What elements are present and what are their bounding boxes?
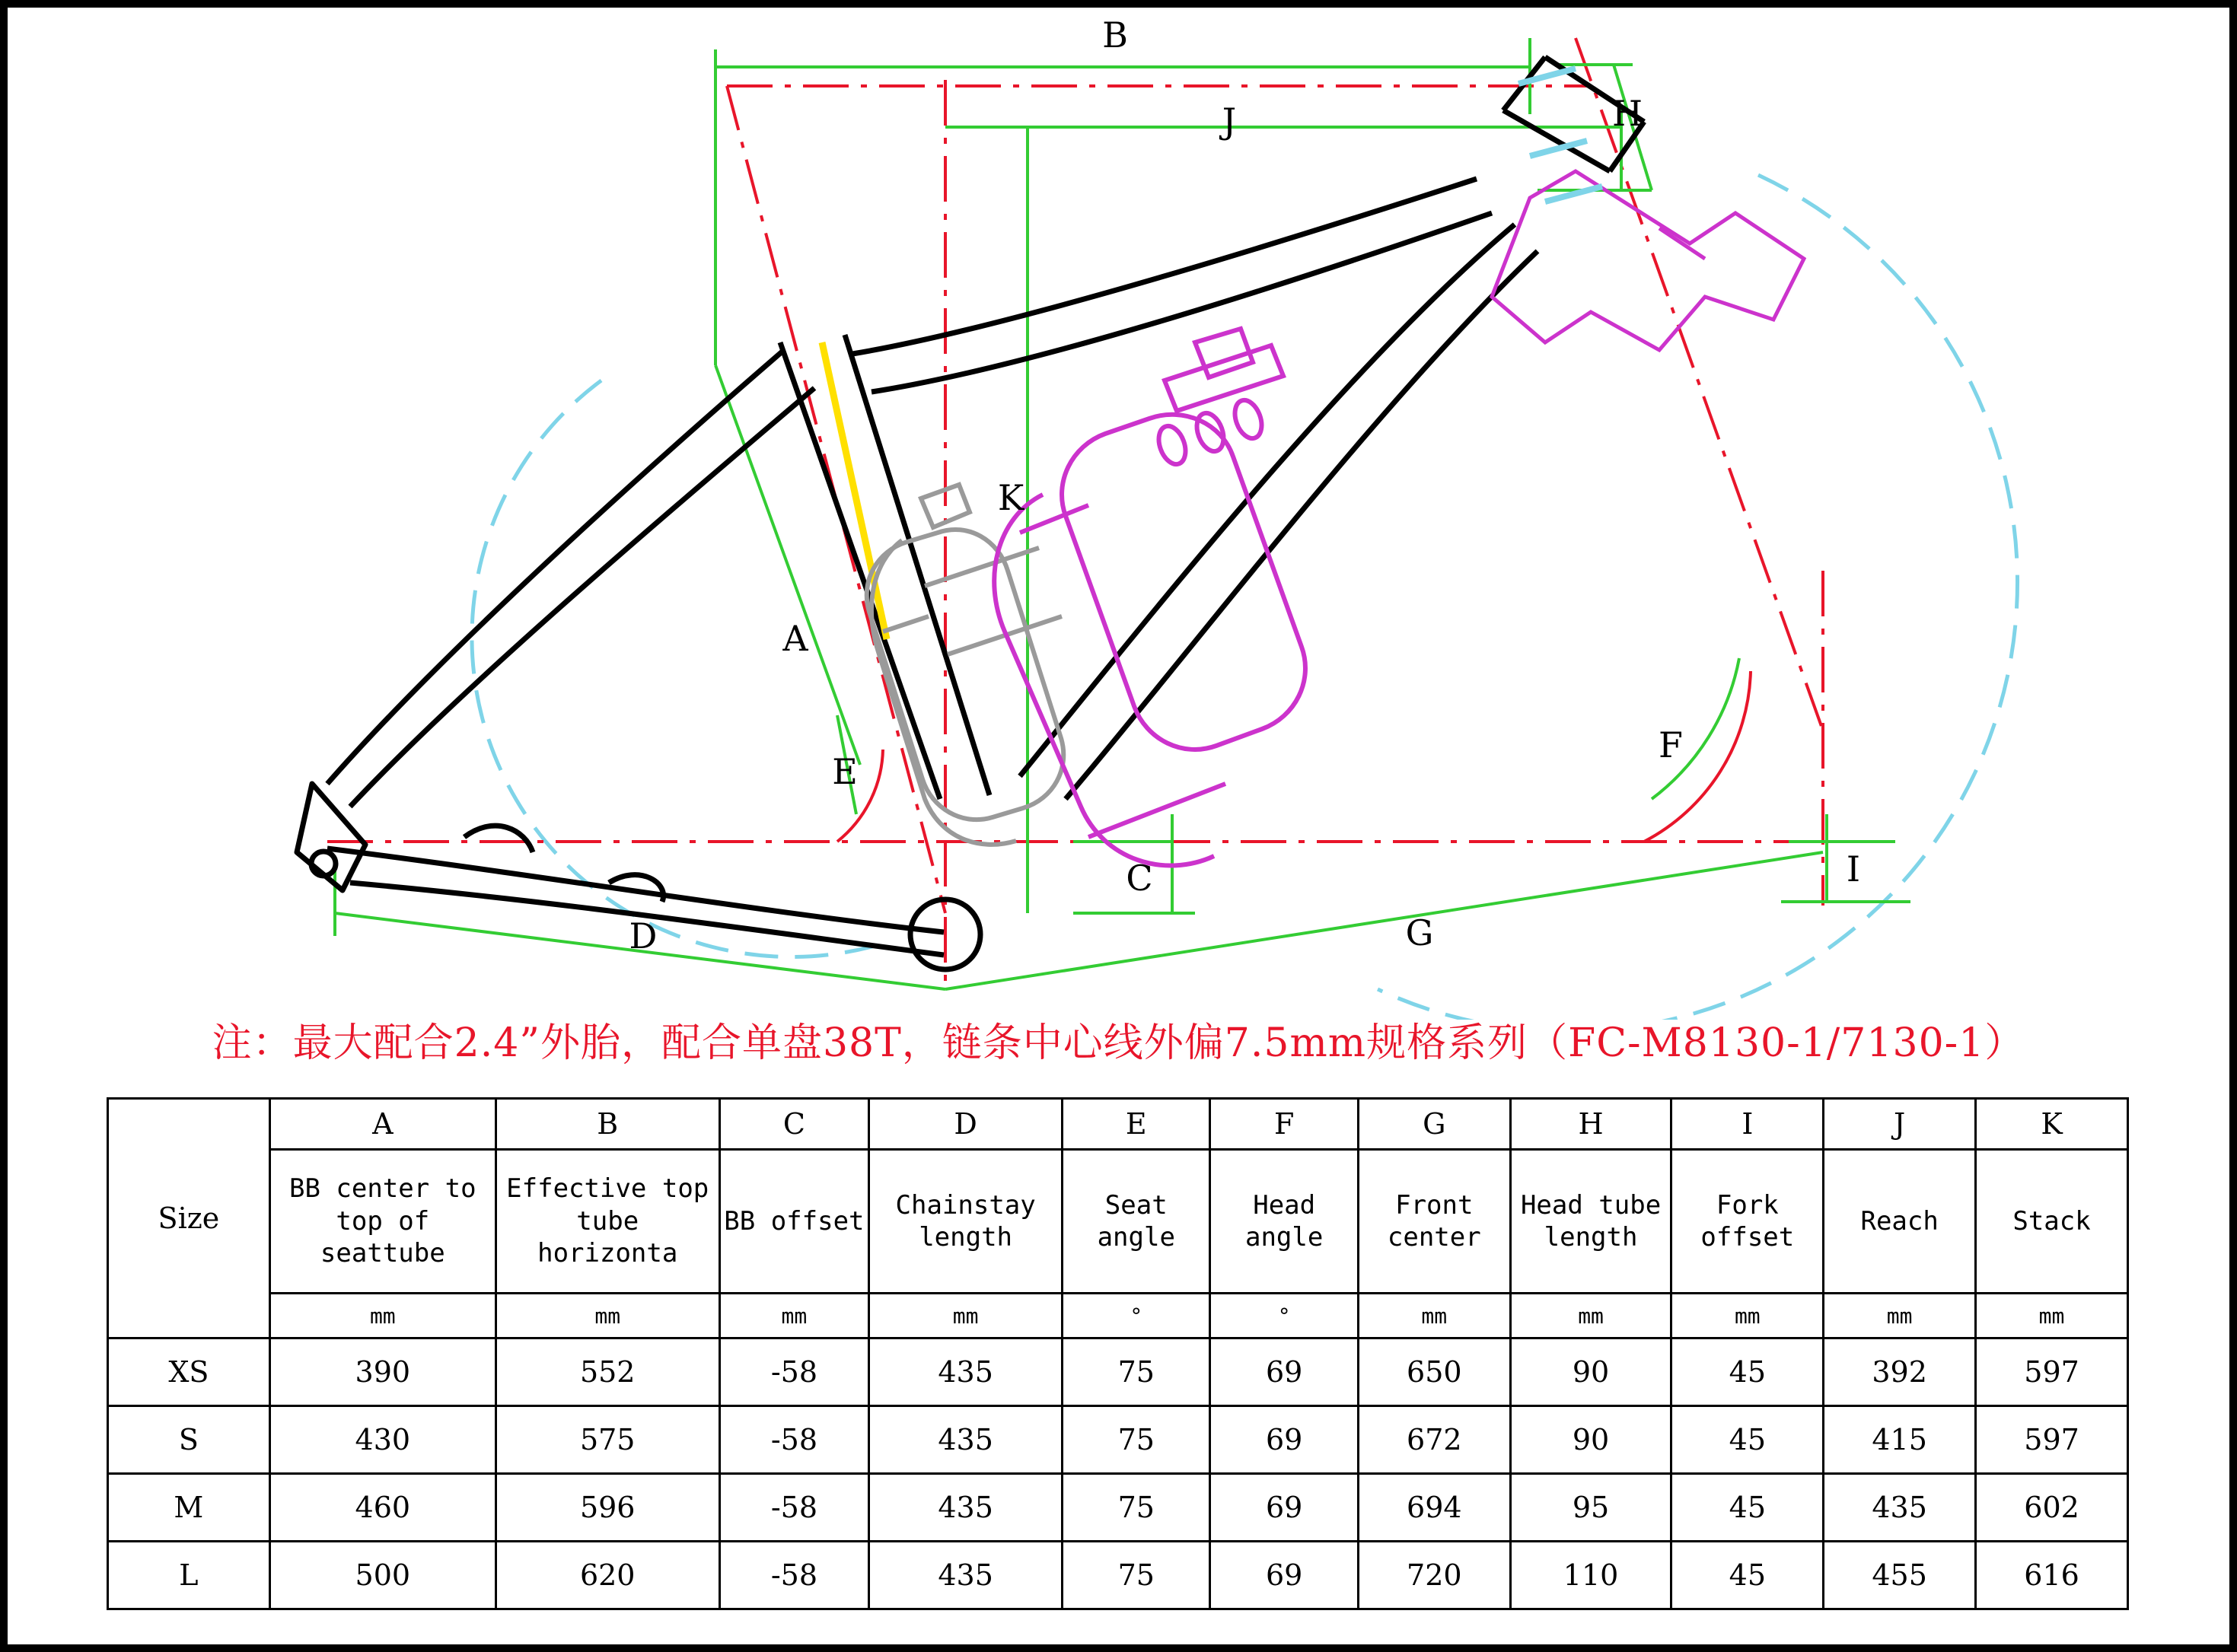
letter-e: E [1063,1099,1210,1150]
unit-h: mm [1510,1294,1671,1338]
dim-label-A: A [782,618,808,659]
note-text: 注：最大配合2.4”外胎，配合单盘38T，链条中心线外偏7.5mm规格系列（FC-M8130-1/7130-1） [212,1020,2025,1066]
header-front-center: Front center [1358,1150,1510,1294]
dim-label-F: F [1659,724,1683,766]
cell-j: 392 [1824,1338,1976,1406]
fork-crown-icon [1492,171,1804,350]
cell-k: 616 [1976,1542,2128,1609]
cell-b: 596 [496,1474,719,1542]
cell-h: 95 [1510,1474,1671,1542]
cell-j: 435 [1824,1474,1976,1542]
dim-label-K: K [997,477,1024,518]
row-size: M [108,1474,270,1542]
table-row [108,1542,2128,1609]
letter-g: G [1358,1099,1510,1150]
unit-k: mm [1976,1294,2128,1338]
letter-k: K [1976,1099,2128,1150]
header-seat-angle: Seat angle [1063,1150,1210,1294]
cell-f: 69 [1210,1542,1358,1609]
table-letter-row [108,1099,2128,1150]
unit-i: mm [1671,1294,1824,1338]
letter-f: F [1210,1099,1358,1150]
letter-i: I [1671,1099,1824,1150]
header-head-tube-length: Head tube length [1510,1150,1671,1294]
geometry-table-wrapper [107,1097,2129,1610]
dim-label-E: E [832,751,858,792]
header-bb-offset: BB offset [719,1150,869,1294]
cell-f: 69 [1210,1338,1358,1406]
row-size: S [108,1406,270,1474]
angle-arc [837,671,1751,842]
table-row [108,1338,2128,1406]
cell-b: 552 [496,1338,719,1406]
water-bottle-gray-icon [867,485,1064,820]
cell-i: 45 [1671,1338,1824,1406]
dim-label-H: H [1611,93,1643,134]
unit-f: ° [1210,1294,1358,1338]
cell-f: 69 [1210,1406,1358,1474]
cell-c: -58 [719,1474,869,1542]
cell-j: 415 [1824,1406,1976,1474]
cell-e: 75 [1063,1474,1210,1542]
unit-d: mm [869,1294,1063,1338]
dim-label-G: G [1405,912,1434,953]
letter-d: D [869,1099,1063,1150]
cell-d: 435 [869,1338,1063,1406]
table-unit-row [108,1294,2128,1338]
water-bottle-magenta-icon [1062,329,1305,750]
unit-e: ° [1063,1294,1210,1338]
cell-a: 500 [269,1542,496,1609]
cell-a: 460 [269,1474,496,1542]
dim-label-I: I [1846,848,1861,890]
header-fork-offset: Fork offset [1671,1150,1824,1294]
header-size: Size [108,1099,270,1338]
cell-a: 390 [269,1338,496,1406]
cell-g: 694 [1358,1474,1510,1542]
cell-i: 45 [1671,1542,1824,1609]
cell-b: 620 [496,1542,719,1609]
table-header-row [108,1150,2128,1294]
letter-c: C [719,1099,869,1150]
dim-label-B: B [1102,14,1128,56]
dim-label-D: D [629,915,658,957]
unit-c: mm [719,1294,869,1338]
row-size: XS [108,1338,270,1406]
dim-label-J: J [1222,100,1237,142]
unit-b: mm [496,1294,719,1338]
table-row [108,1406,2128,1474]
geometry-table [107,1097,2129,1610]
cell-e: 75 [1063,1406,1210,1474]
cell-h: 90 [1510,1406,1671,1474]
letter-j: J [1824,1099,1976,1150]
cell-g: 650 [1358,1338,1510,1406]
cell-j: 455 [1824,1542,1976,1609]
cell-h: 90 [1510,1338,1671,1406]
unit-g: mm [1358,1294,1510,1338]
frame-geometry-drawing [8,8,2229,1020]
cell-d: 435 [869,1542,1063,1609]
cell-c: -58 [719,1338,869,1406]
unit-j: mm [1824,1294,1976,1338]
dim-label-C: C [1126,858,1153,899]
cell-k: 597 [1976,1406,2128,1474]
table-row [108,1474,2128,1542]
cell-d: 435 [869,1406,1063,1474]
dimension-lines [335,38,1910,989]
header-head-angle: Head angle [1210,1150,1358,1294]
cell-c: -58 [719,1406,869,1474]
unit-a: mm [269,1294,496,1338]
cell-c: -58 [719,1542,869,1609]
cell-g: 720 [1358,1542,1510,1609]
cell-a: 430 [269,1406,496,1474]
cell-h: 110 [1510,1542,1671,1609]
row-size: L [108,1542,270,1609]
letter-b: B [496,1099,719,1150]
cell-f: 69 [1210,1474,1358,1542]
header-chainstay-length: Chainstay length [869,1150,1063,1294]
letter-h: H [1510,1099,1671,1150]
header-bb-center-to-top-of-seattube: BB center to top of seattube [269,1150,496,1294]
header-effective-top-tube-horizontal: Effective top tube horizonta [496,1150,719,1294]
cell-i: 45 [1671,1474,1824,1542]
cell-i: 45 [1671,1406,1824,1474]
header-reach: Reach [1824,1150,1976,1294]
cell-d: 435 [869,1474,1063,1542]
cell-k: 597 [1976,1338,2128,1406]
wheel-arc-icon [472,175,2018,1020]
cell-g: 672 [1358,1406,1510,1474]
cell-e: 75 [1063,1338,1210,1406]
header-stack: Stack [1976,1150,2128,1294]
cell-b: 575 [496,1406,719,1474]
cell-k: 602 [1976,1474,2128,1542]
cell-e: 75 [1063,1542,1210,1609]
letter-a: A [269,1099,496,1150]
